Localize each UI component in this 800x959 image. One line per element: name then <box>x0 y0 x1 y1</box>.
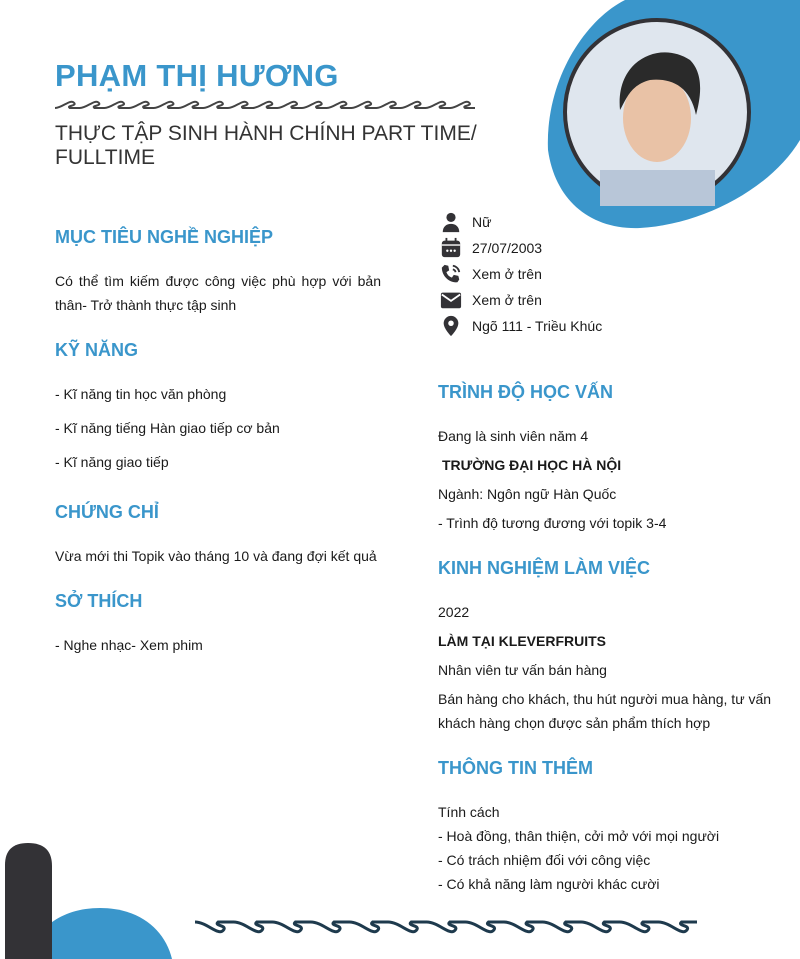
dark-bar-bottom-left <box>5 843 52 959</box>
hobbies-heading: SỞ THÍCH <box>55 591 143 611</box>
education-heading: TRÌNH ĐỘ HỌC VẤN <box>438 382 613 402</box>
objective-heading: MỤC TIÊU NGHỀ NGHIỆP <box>55 227 274 247</box>
education-school: TRƯỜNG ĐẠI HỌC HÀ NỘI <box>442 457 622 473</box>
job-title: THỰC TẬP SINH HÀNH CHÍNH PART TIME/ FULLTIME <box>55 122 477 169</box>
squiggle-divider-bottom <box>195 922 697 932</box>
experience-company: LÀM TẠI KLEVERFRUITS <box>438 633 606 649</box>
experience-description: Bán hàng cho khách, thu hút người mua hàng, tư vấn khách hàng chọn được sản phẩm thích hợp <box>438 691 772 731</box>
contact-gender <box>440 211 491 233</box>
location-pin-icon <box>440 315 462 337</box>
contact-phone-text: Xem ở trên <box>472 266 542 282</box>
contact-address <box>440 315 602 337</box>
contact-gender-text: Nữ <box>472 214 492 230</box>
contact-phone <box>440 263 542 285</box>
calendar-icon <box>440 237 462 259</box>
personality-item: - Có khả năng làm người khác cười <box>438 876 660 892</box>
skill-item: - Kĩ năng tin học văn phòng <box>55 386 227 402</box>
candidate-name: PHẠM THỊ HƯƠNG <box>55 58 339 93</box>
personality-item: - Có trách nhiệm đối với công việc <box>438 852 651 868</box>
contact-birthday-text: 27/07/2003 <box>472 240 543 256</box>
experience-year: 2022 <box>438 604 470 620</box>
experience-heading: KINH NGHIỆM LÀM VIỆC <box>438 558 651 578</box>
certificates-heading: CHỨNG CHỈ <box>55 502 159 522</box>
extra-heading: THÔNG TIN THÊM <box>438 758 593 778</box>
contact-email <box>440 289 542 311</box>
education-level: - Trình độ tương đương với topik 3-4 <box>438 515 667 531</box>
squiggle-divider-top <box>55 102 475 108</box>
phone-icon <box>440 263 462 285</box>
personality-item: - Hoà đồng, thân thiện, cởi mở với mọi người <box>438 828 720 844</box>
skills-heading: KỸ NĂNG <box>55 340 139 360</box>
extra-label: Tính cách <box>438 804 500 820</box>
education-major: Ngành: Ngôn ngữ Hàn Quốc <box>438 486 617 502</box>
user-icon <box>440 211 462 233</box>
skill-item: - Kĩ năng tiếng Hàn giao tiếp cơ bản <box>55 420 280 436</box>
education-status: Đang là sinh viên năm 4 <box>438 428 589 444</box>
contact-email-text: Xem ở trên <box>472 292 542 308</box>
objective-text: Có thể tìm kiếm được công việc phù hợp với bản thân- Trở thành thực tập sinh <box>55 273 381 313</box>
certificates-text: Vừa mới thi Topik vào tháng 10 và đang đợi kết quả <box>55 548 377 564</box>
skill-item: - Kĩ năng giao tiếp <box>55 454 169 470</box>
envelope-icon <box>440 289 462 311</box>
contact-birthday <box>440 237 542 259</box>
hobbies-text: - Nghe nhạc- Xem phim <box>55 637 203 653</box>
contact-address-text: Ngõ 111 - Triều Khúc <box>472 318 603 334</box>
experience-position: Nhân viên tư vấn bán hàng <box>438 662 607 678</box>
